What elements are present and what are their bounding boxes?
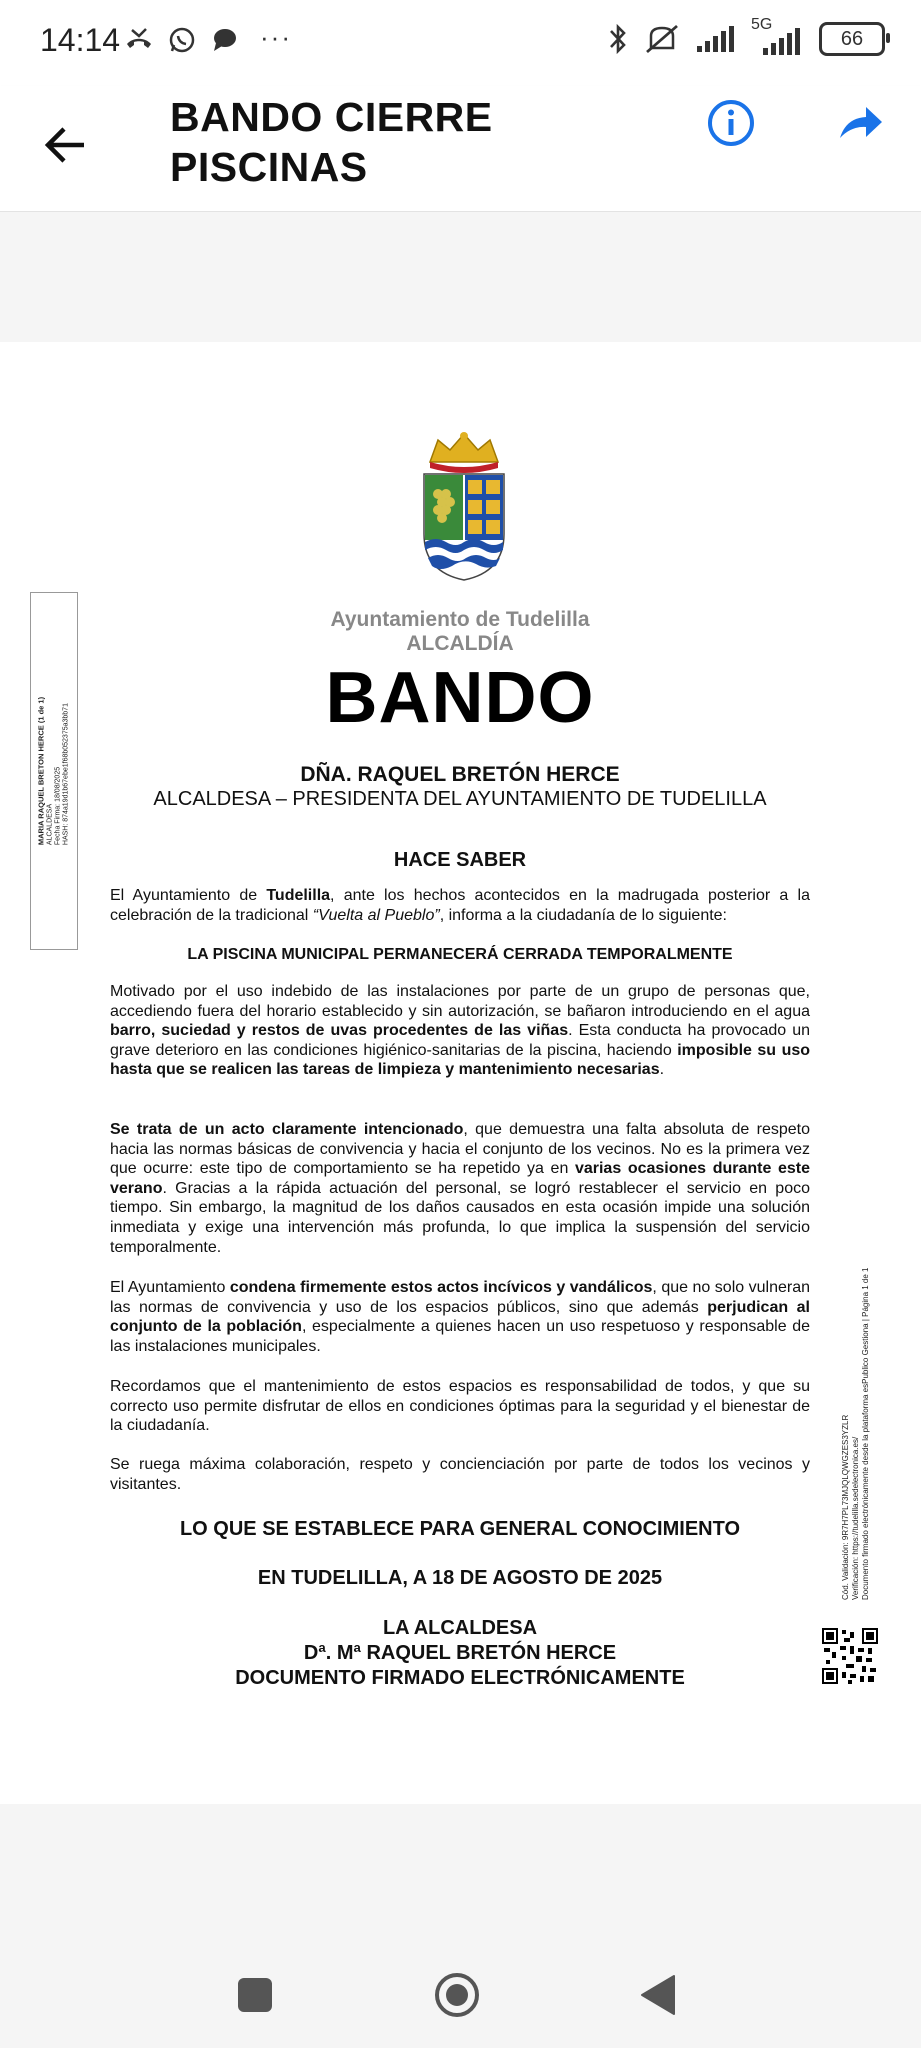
paragraph-collaboration: Se ruega máxima colaboración, respeto y concienciación por parte de todos los vecinos y visitantes. bbox=[110, 1456, 810, 1493]
document-date: EN TUDELILLA, A 18 DE AGOSTO DE 2025 bbox=[257, 1567, 663, 1589]
bluetooth-icon bbox=[607, 22, 629, 56]
verification-url: Verificación: https://tudelilla.sedelectronica.es/ bbox=[851, 1436, 860, 1600]
battery-icon: 66 bbox=[819, 22, 885, 56]
signature-block bbox=[110, 1616, 810, 1691]
back-arrow-icon[interactable] bbox=[44, 124, 86, 166]
status-bar bbox=[0, 0, 921, 86]
stamp-hash: HASH: 874a19d1b67ebe1f68b052375a3bb71 bbox=[62, 703, 70, 846]
signature-name: Dª. Mª RAQUEL BRETÓN HERCE bbox=[303, 1642, 617, 1664]
verification-text bbox=[832, 1232, 880, 1600]
document-issuer bbox=[110, 608, 810, 656]
verification-code: Cód. Validación: 9R7H7PL73MJQLQWGZES3YZLR bbox=[841, 1414, 850, 1600]
signal-5g-icon: 5G bbox=[749, 22, 805, 56]
chat-icon bbox=[210, 26, 238, 54]
closing-statement: LO QUE SE ESTABLECE PARA GENERAL CONOCIMIENTO bbox=[179, 1518, 741, 1540]
signatory-name: DÑA. RAQUEL BRETÓN HERCE bbox=[300, 763, 620, 786]
system-icons bbox=[607, 16, 885, 56]
page-title: BANDO CIERRE PISCINAS bbox=[170, 94, 493, 190]
app-bar bbox=[0, 86, 921, 212]
info-icon[interactable] bbox=[706, 98, 756, 148]
stamp-name: MARIA RAQUEL BRETON HERCE (1 de 1) bbox=[36, 696, 46, 846]
document-heading: BANDO bbox=[325, 658, 595, 738]
alcaldia-label: ALCALDÍA bbox=[406, 632, 514, 655]
clock: 14:14 bbox=[40, 22, 121, 58]
signature-title: LA ALCALDESA bbox=[382, 1617, 538, 1639]
signatory-role: ALCALDESA – PRESIDENTA DEL AYUNTAMIENTO DE TUDELILLA bbox=[153, 788, 767, 810]
signal-icon bbox=[695, 24, 735, 54]
document-page bbox=[0, 342, 921, 1804]
recents-button[interactable] bbox=[238, 1978, 272, 2012]
stamp-role: ALCALDESA bbox=[46, 803, 54, 846]
home-button[interactable] bbox=[434, 1972, 480, 2018]
paragraph-condemn: El Ayuntamiento condena firmemente estos actos incívicos y vandálicos, que no solo vulneran las normas de convivencia y uso de los espacios públicos, sino que además perjudican al conjunto de la población, especialmente a quienes hacen un uso respetuoso y responsable de las instalaciones municipales. bbox=[110, 1279, 810, 1355]
paragraph-intro: El Ayuntamiento de Tudelilla, ante los hechos acontecidos en la madrugada posterior a la celebración de la tradicional “Vuelta al Pueblo”, informa a la ciudadanía de lo siguiente: bbox=[110, 887, 810, 924]
missed-call-icon bbox=[124, 26, 154, 54]
qr-code-image bbox=[822, 1628, 878, 1684]
share-icon[interactable] bbox=[834, 102, 884, 146]
paragraph-motive: Motivado por el uso indebido de las instalaciones por parte de un grupo de personas que, accediendo fuera del horario establecido y sin autorización, se bañaron introduciendo en el agua barro, suciedad y restos de uvas procedentes de las viñas. Esta conducta ha provocado un grave deterioro en las condiciones higiénico-sanitarias de la piscina, haciendo imposible su uso hasta que se realicen las tareas de limpieza y mantenimiento necesarias. bbox=[110, 983, 811, 1079]
mute-icon bbox=[643, 22, 681, 56]
coat-of-arms-logo bbox=[416, 432, 512, 582]
paragraph-responsibility: Recordamos que el mantenimiento de estos espacios es responsabilidad de todos, y que su correcto uso permite disfrutar de ellos en condiciones óptimas para la seguridad y el bienestar de la ciudadanía. bbox=[110, 1378, 810, 1435]
paragraph-intentional: Se trata de un acto claramente intencionado, que demuestra una falta absoluta de respeto hacia las normas básicas de convivencia y hacia el conjunto de los vecinos. No es la primera vez que ocurre: este tipo de comportamiento se ha repetido ya en varias ocasiones durante este verano. Gracias a la rápida actuación del personal, se logró restablecer el servicio en poco tiempo. Sin embargo, la magnitud de los daños causados en esta ocasión impide una solución inmediata y exige una intervención más profunda, lo que implica la suspensión del servicio temporalmente. bbox=[110, 1121, 810, 1256]
signature-note: DOCUMENTO FIRMADO ELECTRÓNICAMENTE bbox=[235, 1667, 685, 1689]
system-nav-bar bbox=[0, 1936, 921, 2048]
notification-icons bbox=[124, 22, 292, 54]
verification-platform: Documento firmado electrónicamente desde la plataforma esPublico Gestiona | Página 1 de 1 bbox=[861, 1267, 870, 1600]
pdf-viewer[interactable] bbox=[0, 212, 921, 1936]
whatsapp-icon bbox=[168, 26, 196, 54]
closure-notice: LA PISCINA MUNICIPAL PERMANECERÁ CERRADA TEMPORALMENTE bbox=[187, 946, 733, 963]
hace-saber-heading: HACE SABER bbox=[393, 849, 527, 871]
more-icon: ··· bbox=[260, 22, 292, 52]
stamp-date: Fecha Firma: 18/08/2025 bbox=[54, 766, 62, 846]
signature-stamp bbox=[30, 592, 78, 950]
nav-back-button[interactable] bbox=[640, 1974, 676, 2016]
ayuntamiento-name: Ayuntamiento de Tudelilla bbox=[330, 608, 590, 631]
